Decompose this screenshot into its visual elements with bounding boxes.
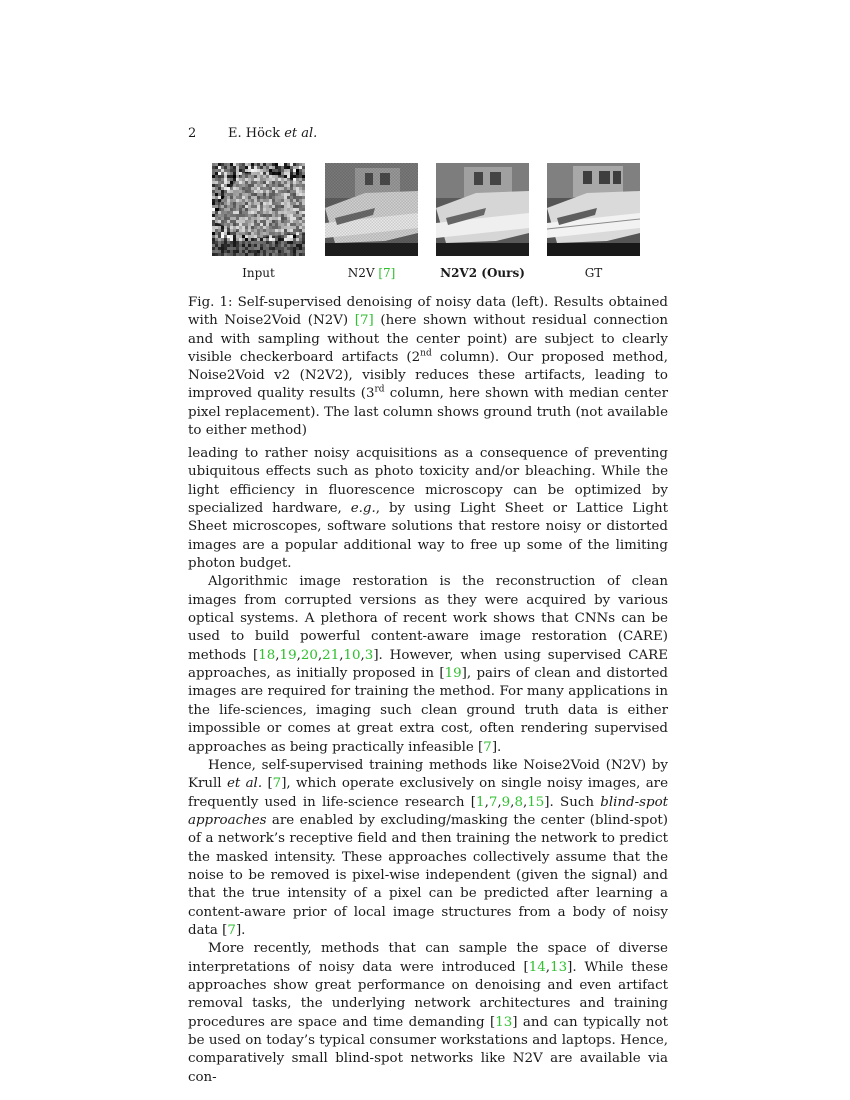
citation-link[interactable]: 3 bbox=[364, 647, 374, 663]
paragraph-1: leading to rather noisy acquisitions as a consequence of preventing ubiquitous effects such as photo toxicity and/or bleaching. While the light efficiency in fluorescence microscopy can be optimized by specialized hardware, e.g., by using Light Sheet or Lattice Light Sheet microscopes, software solutions that restore noisy or distorted images are a popular additional way to free up some of the limiting photon budget. bbox=[188, 446, 668, 572]
citation-link[interactable]: 19 bbox=[279, 647, 297, 663]
citation-link[interactable]: 15 bbox=[527, 794, 545, 810]
running-header bbox=[188, 126, 317, 141]
author-name: E. Höck bbox=[228, 126, 285, 141]
citation-link[interactable]: 18 bbox=[258, 647, 276, 663]
n2v2-result-image bbox=[436, 163, 529, 256]
input-image bbox=[212, 163, 305, 256]
body-text bbox=[188, 445, 668, 1087]
citation-link[interactable]: 10 bbox=[343, 647, 361, 663]
citation-link[interactable]: 14 bbox=[528, 959, 546, 975]
citation-link[interactable]: 7 bbox=[227, 922, 236, 938]
citation-link[interactable]: 7 bbox=[488, 794, 498, 810]
citation-link[interactable]: 20 bbox=[300, 647, 318, 663]
ground-truth-image bbox=[547, 163, 640, 256]
citation-link[interactable]: 9 bbox=[501, 794, 511, 810]
paragraph-3: Hence, self-supervised training methods like Noise2Void (N2V) by Krull et al. [7], which operate exclusively on single noisy images, are frequently used in life-science research [1,7,9,8,15]. Such blind-spot approaches are enabled by excluding/masking the center (blind-spot) of a network’s receptive field and then training the network to predict the masked intensity. These approaches collectively assume that the noise to be removed is pixel-wise independent (given the signal) and that the true intensity of a pixel can be predicted after learning a content-aware prior of local image structures from a body of noisy data [7]. bbox=[188, 757, 669, 938]
label-n2v: N2V [7] bbox=[347, 266, 396, 280]
figure-thumbnails bbox=[212, 163, 642, 258]
citation-link[interactable]: 21 bbox=[322, 647, 340, 663]
author-etal: et al. bbox=[284, 126, 318, 141]
figure-labels bbox=[212, 266, 642, 286]
paragraph-2: Algorithmic image restoration is the reconstruction of clean images from corrupted versions as they were acquired by various optical systems. A plethora of recent work shows that CNNs can be used to build powerful content-aware image restoration (CARE) methods [18,19,20,21,10,3]. However, when using supervised CARE approaches, as initially proposed in [19], pairs of clean and distorted images are required for training the method. For many applications in the life-sciences, imaging such clean ground truth data is either impossible or comes at great extra cost, often rendering supervised approaches as being practically infeasible [7]. bbox=[188, 574, 668, 755]
paragraph-4: More recently, methods that can sample the space of diverse interpretations of noisy data were introduced [14,13]. While these approaches show great performance on denoising and even artifact removal tasks, the underlying network architectures and training procedures are space and time demanding [13] and can typically not be used on today’s typical consumer workstations and laptops. Hence, comparatively small blind-spot networks like N2V are available via con- bbox=[188, 941, 668, 1085]
label-n2v2: N2V2 (Ours) bbox=[440, 266, 525, 280]
citation-link[interactable]: 13 bbox=[550, 959, 568, 975]
citation-link[interactable]: 19 bbox=[444, 666, 462, 682]
n2v-result-image bbox=[325, 163, 418, 256]
label-gt: GT bbox=[584, 266, 603, 280]
citation-link[interactable]: [7] bbox=[378, 266, 396, 280]
citation-link[interactable]: [7] bbox=[354, 313, 374, 329]
citation-link[interactable]: 1 bbox=[476, 794, 485, 810]
citation-link[interactable]: 7 bbox=[483, 739, 492, 755]
figure-1 bbox=[212, 163, 642, 286]
citation-link[interactable]: 8 bbox=[514, 794, 523, 810]
citation-link[interactable]: 7 bbox=[272, 776, 282, 792]
citation-link[interactable]: 13 bbox=[495, 1014, 513, 1030]
page-number: 2 bbox=[188, 126, 197, 141]
label-input: Input bbox=[242, 266, 275, 280]
figure-caption: Fig. 1: Self-supervised denoising of noisy data (left). Results obtained with Noise2Void (N2V) [7] (here shown without residual connection and with sampling without the center point) are subject to clearly visible checkerboard artifacts (2nd column). Our proposed method, Noise2Void v2 (N2V2), visibly reduces these artifacts, leading to improved quality results (3rd column, here shown with median center pixel replacement). The last column shows ground truth (not available to either method) bbox=[188, 295, 669, 439]
